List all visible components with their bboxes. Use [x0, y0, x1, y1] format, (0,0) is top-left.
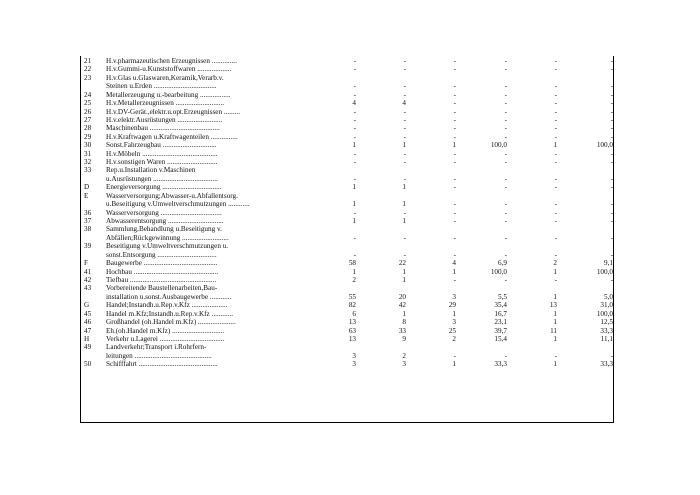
- row-label: Großhandel (oh.Handel m.Kfz) .....................: [106, 318, 236, 327]
- row-value-col1: -: [353, 82, 356, 91]
- row-value-col6: -: [610, 275, 613, 284]
- row-value-col4: 16,7: [494, 309, 507, 318]
- row-value-col4: 35,4: [494, 301, 507, 310]
- row-value-col3: -: [453, 174, 456, 183]
- row-label: H.v.Gummi-u.Kunststoffwaren ...................: [106, 65, 232, 74]
- row-value-col1: -: [353, 90, 356, 99]
- row-value-col2: 1: [402, 309, 406, 318]
- row-value-col5: 11: [550, 326, 557, 335]
- row-value-col2: 33: [398, 326, 406, 335]
- row-value-col2: -: [403, 115, 406, 124]
- row-label: sonst.Entsorgung .................................: [106, 250, 217, 259]
- row-label: Metallerzeugung u.-bearbeitung .................: [106, 90, 231, 99]
- row-value-col3: 29: [448, 301, 456, 310]
- row-value-col2: -: [403, 208, 406, 217]
- row-code: 24: [84, 90, 92, 99]
- row-value-col4: -: [504, 82, 507, 91]
- row-label: H.v.Metallerzeugnissen ...........................: [106, 99, 225, 108]
- row-value-col1: 1: [352, 141, 356, 150]
- row-value-col1: 1: [352, 267, 356, 276]
- table-row: [80, 217, 614, 225]
- row-value-col5: -: [554, 250, 557, 259]
- row-code: 32: [84, 158, 92, 167]
- row-value-col1: 4: [352, 99, 356, 108]
- table-row: [80, 141, 614, 149]
- row-value-col1: -: [353, 65, 356, 74]
- row-value-col2: -: [403, 82, 406, 91]
- row-value-col6: -: [610, 208, 613, 217]
- row-value-col2: 4: [402, 99, 406, 108]
- row-value-col1: -: [353, 158, 356, 167]
- row-label: Wasserversorgung ..................................: [106, 208, 222, 217]
- row-value-col4: 5,5: [498, 292, 507, 301]
- row-value-col4: 6,9: [498, 259, 507, 268]
- table-row: [80, 158, 614, 166]
- row-value-col5: -: [554, 65, 557, 74]
- table-row: [80, 327, 614, 335]
- row-value-col5: -: [554, 99, 557, 108]
- table-row: [80, 259, 614, 267]
- row-value-col3: 3: [452, 292, 456, 301]
- row-value-col5: -: [554, 208, 557, 217]
- row-code: 38: [84, 225, 92, 234]
- row-label: H.v.elektr.Ausrüstungen .........................: [106, 115, 223, 124]
- row-value-col4: -: [504, 233, 507, 242]
- row-label: Landverkehr;Transport i.Rohrfern-: [106, 343, 207, 352]
- row-label: Sonst.Fahrzeugbau ..............................: [106, 141, 217, 150]
- table-row: [80, 91, 614, 99]
- row-label: Beseitigung v.Umweltverschmutzungen u.: [106, 242, 229, 251]
- row-value-col2: 1: [402, 200, 406, 209]
- row-label: installation u.sonst.Ausbaugewerbe ............: [106, 292, 232, 301]
- row-value-col2: 1: [402, 217, 406, 226]
- row-code: G: [84, 301, 90, 310]
- row-value-col6: -: [610, 90, 613, 99]
- row-value-col2: 22: [398, 259, 406, 268]
- table-row: [80, 74, 614, 82]
- row-label: Handel m.Kfz;Instandh.u.Rep.v.Kfz ............: [106, 309, 234, 318]
- row-value-col6: -: [610, 99, 613, 108]
- row-label: H.v.Möbeln ..........................................: [106, 149, 218, 158]
- row-code: 21: [84, 57, 92, 65]
- row-label: Hochbau ...............................................: [106, 267, 219, 276]
- row-value-col2: -: [403, 174, 406, 183]
- row-value-col4: -: [504, 200, 507, 209]
- row-value-col6: -: [610, 158, 613, 167]
- row-label: H.v.DV-Gerät.,elektr.u.opt.Erzeugnissen .........: [106, 107, 241, 116]
- row-value-col2: -: [403, 107, 406, 116]
- statistics-table: [80, 57, 614, 369]
- row-code: 41: [84, 267, 92, 276]
- row-code: 43: [84, 284, 92, 293]
- row-value-col4: -: [504, 351, 507, 360]
- row-label: Baugewerbe .........................................: [106, 259, 218, 268]
- row-value-col3: -: [453, 200, 456, 209]
- row-value-col1: -: [353, 208, 356, 217]
- row-value-col6: -: [610, 200, 613, 209]
- row-code: 37: [84, 217, 92, 226]
- table-row: [80, 192, 614, 200]
- row-value-col4: -: [504, 132, 507, 141]
- table-row: [80, 268, 614, 276]
- row-code: 23: [84, 73, 92, 82]
- row-value-col3: -: [453, 65, 456, 74]
- row-value-col5: -: [554, 149, 557, 158]
- row-code: E: [84, 191, 89, 200]
- table-row: [80, 150, 614, 158]
- row-code: 46: [84, 318, 92, 327]
- row-code: 25: [84, 99, 92, 108]
- row-value-col3: -: [453, 132, 456, 141]
- table-row: [80, 183, 614, 191]
- row-value-col5: 1: [553, 318, 557, 327]
- row-value-col2: -: [403, 149, 406, 158]
- row-code: 49: [84, 343, 92, 352]
- row-value-col6: -: [610, 115, 613, 124]
- row-label: Abwasserentsorgung ...............................: [106, 217, 224, 226]
- row-label: H.v.sonstigen Waren ............................: [106, 158, 218, 167]
- table-row: [80, 99, 614, 107]
- row-value-col4: -: [504, 115, 507, 124]
- row-value-col6: -: [610, 124, 613, 133]
- row-value-col3: 25: [448, 326, 456, 335]
- row-value-col6: -: [610, 107, 613, 116]
- row-value-col1: 2: [352, 275, 356, 284]
- row-code: 27: [84, 115, 92, 124]
- row-value-col5: -: [554, 132, 557, 141]
- row-value-col3: -: [453, 149, 456, 158]
- row-label: u.Beseitigung v.Umweltverschmutzungen ............: [106, 200, 250, 209]
- row-value-col1: 58: [348, 259, 356, 268]
- row-code: 29: [84, 132, 92, 141]
- table-row: [80, 200, 614, 208]
- row-code: 22: [84, 65, 92, 74]
- row-value-col6: -: [610, 57, 613, 65]
- row-value-col5: -: [554, 107, 557, 116]
- row-value-col4: -: [504, 65, 507, 74]
- row-value-col3: 4: [452, 259, 456, 268]
- row-value-col1: 6: [352, 309, 356, 318]
- row-code: D: [84, 183, 90, 192]
- row-value-col4: -: [504, 124, 507, 133]
- row-value-col5: -: [554, 233, 557, 242]
- row-label: Eh.(oh.Handel m.Kfz) .............................: [106, 326, 225, 335]
- row-value-col5: 1: [553, 334, 557, 343]
- row-value-col1: -: [353, 149, 356, 158]
- row-value-col6: -: [610, 233, 613, 242]
- row-value-col3: -: [453, 233, 456, 242]
- row-code: 28: [84, 124, 92, 133]
- row-value-col1: 3: [352, 360, 356, 369]
- row-value-col2: -: [403, 124, 406, 133]
- row-value-col2: 42: [398, 301, 406, 310]
- row-value-col6: 12,5: [600, 318, 613, 327]
- row-value-col1: 1: [352, 217, 356, 226]
- row-value-col1: -: [353, 250, 356, 259]
- row-value-col2: -: [403, 158, 406, 167]
- row-value-col1: 13: [348, 334, 356, 343]
- row-value-col6: -: [610, 174, 613, 183]
- row-value-col5: -: [554, 183, 557, 192]
- row-code: 42: [84, 275, 92, 284]
- row-value-col4: -: [504, 183, 507, 192]
- row-value-col2: -: [403, 233, 406, 242]
- table-row: [80, 209, 614, 217]
- row-value-col1: -: [353, 132, 356, 141]
- row-value-col1: 1: [352, 200, 356, 209]
- row-value-col2: 2: [402, 351, 406, 360]
- table-row: [80, 116, 614, 124]
- row-value-col5: -: [554, 115, 557, 124]
- table-row: [80, 301, 614, 309]
- row-value-col1: 55: [348, 292, 356, 301]
- row-label: Vorbereitende Baustellenarbeiten,Bau-: [106, 284, 218, 293]
- table-row: [80, 251, 614, 259]
- row-value-col3: 1: [452, 309, 456, 318]
- row-value-col2: -: [403, 132, 406, 141]
- row-value-col6: -: [610, 183, 613, 192]
- row-value-col4: -: [504, 149, 507, 158]
- row-label: Wasserversorgung;Abwasser-u.Abfallentsorg.: [106, 191, 238, 200]
- row-value-col5: 13: [549, 301, 557, 310]
- row-value-col2: 1: [402, 275, 406, 284]
- row-value-col3: 1: [452, 360, 456, 369]
- row-value-col5: 1: [553, 267, 557, 276]
- row-value-col4: 33,3: [494, 360, 507, 369]
- row-value-col6: 100,0: [596, 309, 613, 318]
- row-value-col3: -: [453, 115, 456, 124]
- row-label: Steinen u.Erden ...................................: [106, 82, 217, 91]
- row-value-col5: -: [554, 124, 557, 133]
- row-value-col3: -: [453, 275, 456, 284]
- row-value-col2: 8: [402, 318, 406, 327]
- row-value-col5: 2: [553, 259, 557, 268]
- row-value-col2: 1: [402, 141, 406, 150]
- row-value-col1: -: [353, 174, 356, 183]
- row-code: 26: [84, 107, 92, 116]
- row-label: u.Ausrüstungen ....................................: [106, 174, 218, 183]
- row-value-col1: 82: [348, 301, 356, 310]
- row-value-col4: -: [504, 217, 507, 226]
- row-value-col6: -: [610, 149, 613, 158]
- row-code: 31: [84, 149, 92, 158]
- row-code: 30: [84, 141, 92, 150]
- row-value-col5: -: [554, 174, 557, 183]
- row-value-col6: -: [610, 351, 613, 360]
- row-label: Tiefbau ................................................: [106, 275, 217, 284]
- table-row: [80, 225, 614, 233]
- row-value-col6: -: [610, 250, 613, 259]
- row-value-col2: -: [403, 250, 406, 259]
- row-value-col5: -: [554, 351, 557, 360]
- row-value-col3: -: [453, 99, 456, 108]
- row-value-col2: -: [403, 57, 406, 65]
- row-value-col4: 15,4: [494, 334, 507, 343]
- table-row: [80, 133, 614, 141]
- table-row: [80, 65, 614, 73]
- row-label: Handel;Instandh.u.Rep.v.Kfz ....................: [106, 301, 228, 310]
- row-value-col5: -: [554, 57, 557, 65]
- row-value-col3: 3: [452, 318, 456, 327]
- table-row: [80, 318, 614, 326]
- row-label: Rep.u.Installation v.Maschinen: [106, 166, 196, 175]
- row-value-col4: -: [504, 90, 507, 99]
- row-value-col3: 1: [452, 267, 456, 276]
- row-value-col6: -: [610, 217, 613, 226]
- row-value-col1: -: [353, 233, 356, 242]
- table-row: [80, 284, 614, 292]
- table-row: [80, 242, 614, 250]
- row-label: H.v.Kraftwagen u.Kraftwagenteilen ...............: [106, 132, 238, 141]
- table-row: [80, 82, 614, 90]
- row-code: 50: [84, 360, 92, 369]
- row-value-col5: -: [554, 217, 557, 226]
- row-value-col3: -: [453, 158, 456, 167]
- row-value-col4: -: [504, 250, 507, 259]
- row-value-col6: 33,3: [600, 360, 613, 369]
- table-row: [80, 293, 614, 301]
- row-value-col3: 1: [452, 141, 456, 150]
- row-value-col3: -: [453, 124, 456, 133]
- row-value-col4: -: [504, 99, 507, 108]
- row-value-col4: -: [504, 107, 507, 116]
- row-value-col3: -: [453, 183, 456, 192]
- row-label: Verkehr u.Lagerei ....................................: [106, 334, 225, 343]
- row-value-col4: -: [504, 208, 507, 217]
- row-value-col6: 100,0: [596, 267, 613, 276]
- row-value-col6: 100,0: [596, 141, 613, 150]
- row-value-col1: 63: [348, 326, 356, 335]
- row-value-col6: 33,3: [600, 326, 613, 335]
- row-value-col6: 11,1: [600, 334, 613, 343]
- row-value-col2: 9: [402, 334, 406, 343]
- table-row: [80, 234, 614, 242]
- row-value-col4: -: [504, 158, 507, 167]
- row-value-col4: 39,7: [494, 326, 507, 335]
- row-value-col5: 1: [553, 309, 557, 318]
- row-value-col3: -: [453, 90, 456, 99]
- row-value-col1: -: [353, 115, 356, 124]
- row-value-col6: -: [610, 82, 613, 91]
- table-row: [80, 310, 614, 318]
- row-value-col6: -: [610, 132, 613, 141]
- row-value-col6: 31,0: [600, 301, 613, 310]
- row-value-col4: 100,0: [490, 141, 507, 150]
- table-row: [80, 276, 614, 284]
- row-label: H.v.pharmazeutischen Erzeugnissen ..............: [106, 57, 237, 65]
- row-label: Sammlung,Behandlung u.Beseitigung v.: [106, 225, 222, 234]
- row-value-col2: 20: [398, 292, 406, 301]
- table-row: [80, 57, 614, 65]
- row-value-col6: 9,1: [604, 259, 613, 268]
- row-value-col3: 2: [452, 334, 456, 343]
- row-code: 33: [84, 166, 92, 175]
- row-value-col3: -: [453, 107, 456, 116]
- row-value-col3: -: [453, 217, 456, 226]
- table-row: [80, 108, 614, 116]
- row-code: 39: [84, 242, 92, 251]
- row-label: Schifffahrt ............................................: [106, 360, 218, 369]
- row-value-col5: -: [554, 82, 557, 91]
- row-value-col4: 23,1: [494, 318, 507, 327]
- table-row: [80, 360, 614, 368]
- row-code: 47: [84, 326, 92, 335]
- row-value-col2: 3: [402, 360, 406, 369]
- table-row: [80, 335, 614, 343]
- row-value-col1: -: [353, 107, 356, 116]
- row-label: leitungen ...........................................: [106, 351, 212, 360]
- row-value-col2: -: [403, 65, 406, 74]
- row-value-col5: 1: [553, 292, 557, 301]
- row-code: 36: [84, 208, 92, 217]
- row-code: 45: [84, 309, 92, 318]
- row-value-col2: 1: [402, 267, 406, 276]
- row-value-col6: -: [610, 65, 613, 74]
- row-value-col5: -: [554, 158, 557, 167]
- row-value-col5: 1: [553, 360, 557, 369]
- row-value-col4: -: [504, 174, 507, 183]
- row-value-col5: -: [554, 275, 557, 284]
- table-row: [80, 352, 614, 360]
- row-label: Energieversorgung .................................: [106, 183, 222, 192]
- row-value-col1: -: [353, 124, 356, 133]
- row-value-col3: -: [453, 82, 456, 91]
- row-value-col5: -: [554, 200, 557, 209]
- row-code: F: [84, 259, 88, 268]
- row-value-col1: 13: [348, 318, 356, 327]
- row-value-col4: -: [504, 57, 507, 65]
- row-value-col3: -: [453, 250, 456, 259]
- row-value-col1: 1: [352, 183, 356, 192]
- row-value-col1: -: [353, 57, 356, 65]
- table-row: [80, 124, 614, 132]
- table-row: [80, 343, 614, 351]
- row-value-col4: 100,0: [490, 267, 507, 276]
- row-value-col5: 1: [553, 141, 557, 150]
- row-value-col5: -: [554, 90, 557, 99]
- row-label: Maschinenbau .......................................: [106, 124, 220, 133]
- row-value-col3: -: [453, 351, 456, 360]
- row-value-col4: -: [504, 275, 507, 284]
- row-value-col3: -: [453, 57, 456, 65]
- row-value-col1: 3: [352, 351, 356, 360]
- row-code: H: [84, 334, 90, 343]
- row-value-col2: 1: [402, 183, 406, 192]
- row-label: Abfällen;Rückgewinnung ..........................: [106, 233, 229, 242]
- row-value-col6: 5,0: [604, 292, 613, 301]
- table-row: [80, 166, 614, 174]
- row-value-col2: -: [403, 90, 406, 99]
- row-label: H.v.Glas u.Glaswaren,Keramik,Verarb.v.: [106, 73, 224, 82]
- table-row: [80, 175, 614, 183]
- row-value-col3: -: [453, 208, 456, 217]
